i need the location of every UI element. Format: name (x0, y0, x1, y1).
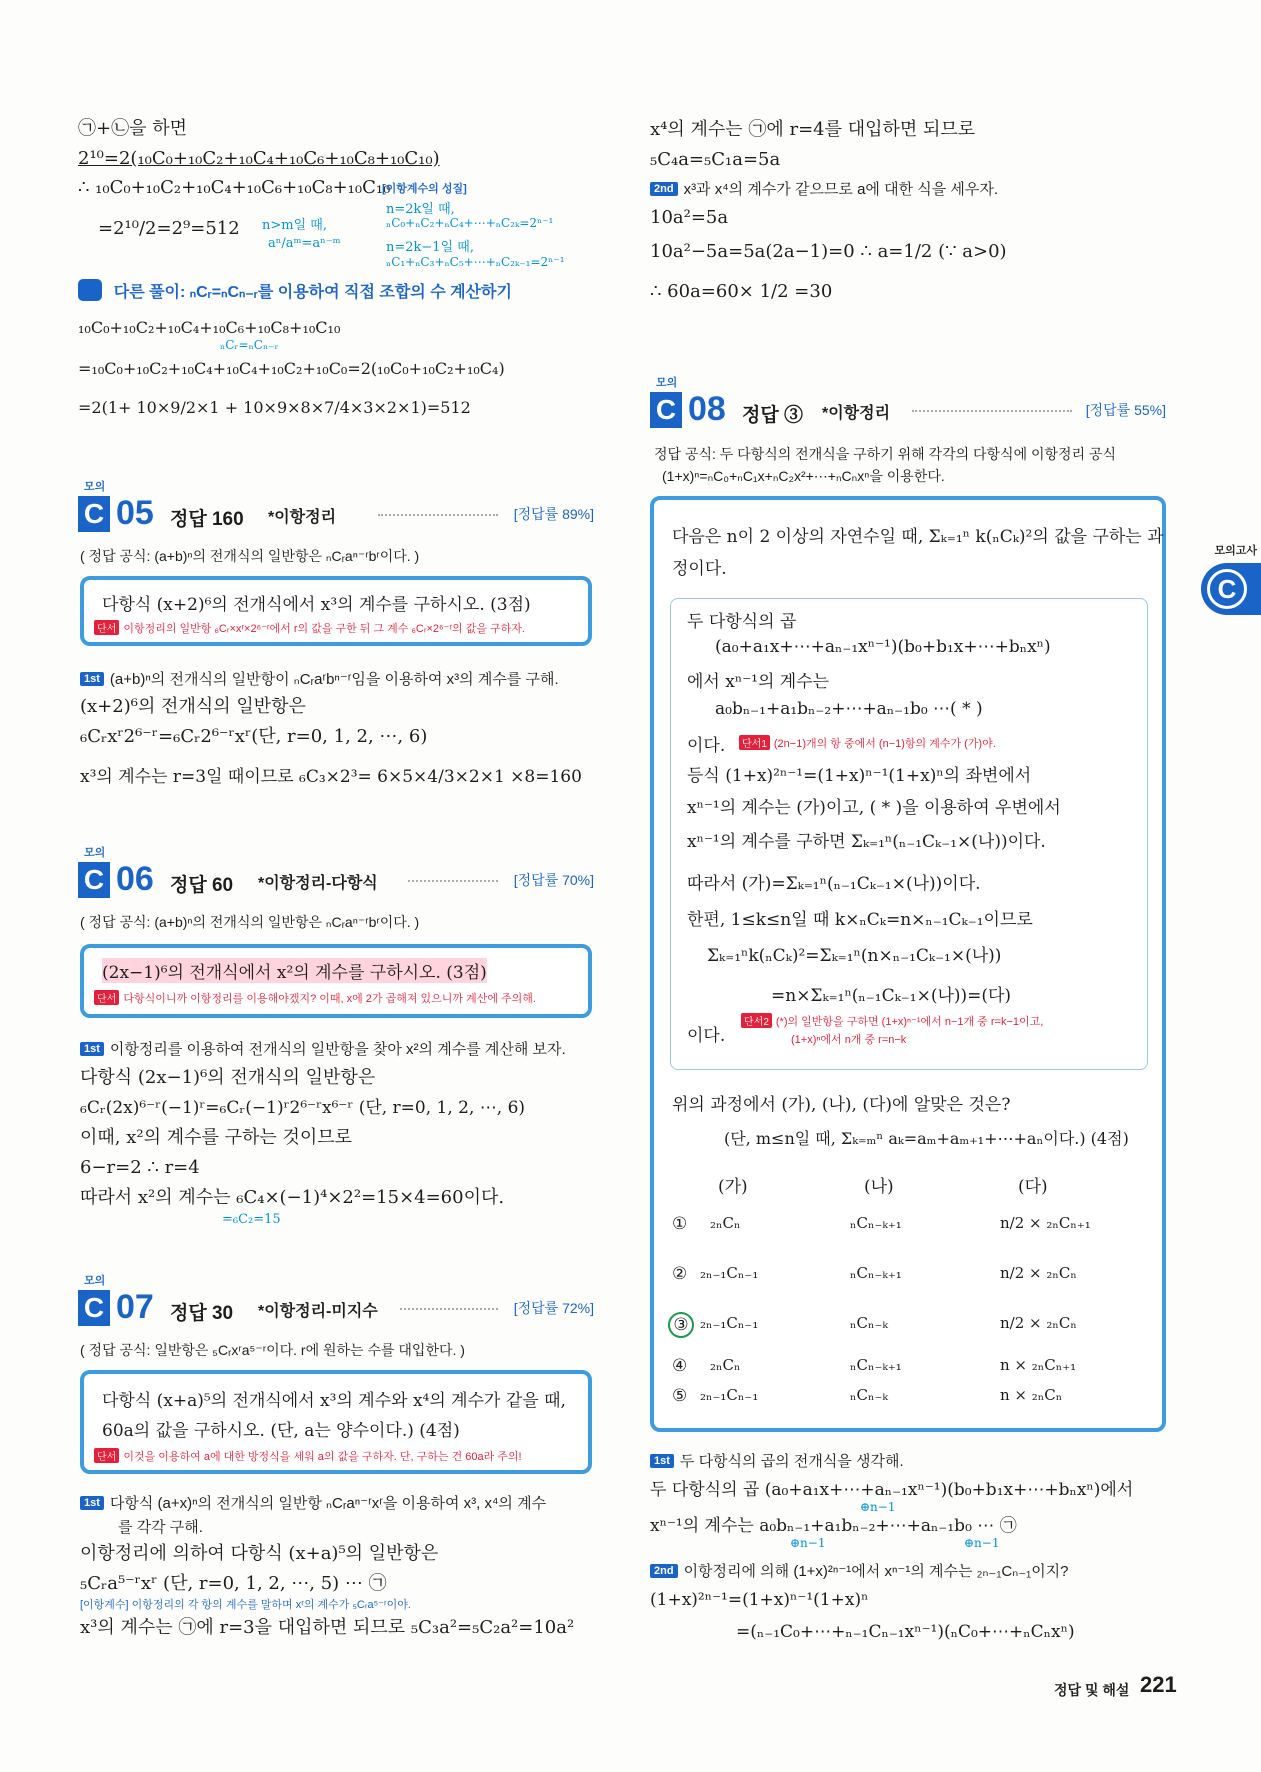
question-number: 06 (116, 860, 154, 898)
option-da: n/2 × ₂ₙCₙ (1000, 1314, 1077, 1332)
moi-label: 모의 (84, 847, 106, 859)
right-top-1: x⁴의 계수는 ㉠에 r=4를 대입하면 되므로 (650, 119, 976, 140)
q07-note: [이항계수] 이항정리의 각 항의 계수를 말하며 xʳ의 계수가 ₅Cᵣa⁵⁻ʳ이야. (80, 1599, 411, 1611)
rate-label: [정답률 70%] (513, 872, 594, 888)
option-ga: ₂ₙ₋₁Cₙ₋₁ (700, 1314, 759, 1332)
side-tab-label: 모의고사 (1214, 545, 1257, 557)
col-head-da: (다) (1018, 1177, 1048, 1197)
answer-label: 정답 ③ (742, 405, 803, 426)
dotted-leader (378, 514, 498, 516)
intro-note-5: n=2k−1일 때, (386, 240, 474, 255)
q08-proof-box (670, 598, 1148, 1070)
alt-line-1: ₁₀C₀+₁₀C₂+₁₀C₄+₁₀C₆+₁₀C₈+₁₀C₁₀ (78, 318, 341, 337)
q07-hint: 단서 이것을 이용하여 a에 대한 방정식을 세워 a의 값을 구하자. 단, 구하는 건 60a라 주의! (94, 1448, 522, 1464)
q08-sol-note-b: ⊕n−1 (790, 1536, 826, 1550)
option-da: n/2 × ₂ₙCₙ₊₁ (1000, 1214, 1091, 1232)
proof-line-1: 두 다항식의 곱 (687, 612, 797, 632)
q06-line-3: 이때, x²의 계수를 구하는 것이므로 (80, 1127, 353, 1148)
option-na: ₙCₙ₋ₖ₊₁ (850, 1264, 902, 1282)
option-mark: ① (672, 1214, 688, 1234)
side-tab-letter: C (1207, 569, 1247, 609)
intro-note-3: n=2k일 때, (386, 202, 455, 217)
q05-line-2: ₆Cᵣxʳ2⁶⁻ʳ=₆Cᵣ2⁶⁻ʳxʳ(단, r=0, 1, 2, ⋯, 6) (80, 726, 428, 747)
proof-line-4: a₀bₙ₋₁+a₁bₙ₋₂+⋯+aₙ₋₁b₀ ⋯( * ) (715, 699, 983, 719)
q05-question: 다항식 (x+2)⁶의 전개식에서 x³의 계수를 구하시오. (3점) (102, 595, 531, 615)
option-na: ₙCₙ₋ₖ (850, 1314, 888, 1332)
q05-formula: ( 정답 공식: (a+b)ⁿ의 전개식의 일반항은 ₙCᵣaⁿ⁻ʳbʳ이다. ) (80, 548, 420, 564)
q07-step1: 1st 다항식 (a+x)ⁿ의 전개식의 일반항 ₙCᵣaⁿ⁻ʳxʳ을 이용하여 x³, x⁴의 계수 (80, 1492, 546, 1513)
option-ga: ₂ₙ₋₁Cₙ₋₁ (700, 1386, 759, 1404)
q05-hint: 단서 이항정리의 일반항 ₆Cᵣ×xʳ×2⁶⁻ʳ에서 r의 값을 구한 뒤 그 계수 ₆Cᵣ×2⁶⁻ʳ의 값을 구하자. (94, 620, 525, 636)
right-top2-3: ∴ 60a=60× 1/2 =30 (650, 281, 833, 302)
question-number: 07 (116, 1288, 154, 1326)
q08-sol-note-a: ⊕n−1 (860, 1500, 896, 1514)
moi-label: 모의 (656, 377, 678, 389)
q07-question-box (80, 1370, 592, 1474)
q08-formula-2: (1+x)ⁿ=ₙC₀+ₙC₁x+ₙC₂x²+⋯+ₙCₙxⁿ을 이용한다. (662, 468, 945, 484)
question-05-header (78, 481, 594, 534)
col-head-na: (나) (864, 1177, 894, 1197)
dotted-leader (400, 1308, 498, 1310)
proof-line-10: 한편, 1≤k≤n일 때 k×ₙCₖ=n×ₙ₋₁Cₖ₋₁이므로 (687, 910, 1033, 930)
q07-question-1: 다항식 (x+a)⁵의 전개식에서 x³의 계수와 x⁴의 계수가 같을 때, (102, 1391, 566, 1411)
q07-line-1: 이항정리에 의하여 다항식 (x+a)⁵의 일반항은 (80, 1543, 439, 1564)
right-top2-2: 10a²−5a=5a(2a−1)=0 ∴ a=1/2 (∵ a>0) (650, 241, 1007, 262)
intro-note-title: [이항계수의 성질] (382, 183, 467, 195)
q05-step1: 1st (a+b)ⁿ의 전개식의 일반항이 ₙCᵣaʳbⁿ⁻ʳ임을 이용하여 x³의 계수를 구해. (80, 668, 559, 689)
col-head-ga: (가) (718, 1177, 748, 1197)
right-top2-1: 10a²=5a (650, 207, 729, 228)
proof-line-5: 이다. (687, 736, 726, 756)
topic-label: *이항정리-미지수 (258, 1303, 378, 1320)
intro-line-4: =2¹⁰/2=2⁹=512 (98, 218, 240, 239)
intro-line-1: ㉠+㉡을 하면 (78, 118, 187, 139)
proof-line-7: xⁿ⁻¹의 계수는 (가)이고, ( * )을 이용하여 우변에서 (687, 798, 1061, 818)
page-number: 221 (1140, 1672, 1177, 1697)
intro-note-6: ₙC₁+ₙC₃+ₙC₅+⋯+ₙC₂ₖ₋₁=2ⁿ⁻¹ (386, 255, 565, 269)
alt-solution-icon (78, 279, 102, 301)
dotted-leader (912, 410, 1072, 412)
answer-label: 정답 160 (170, 509, 244, 530)
intro-note-2: aⁿ/aᵐ=aⁿ⁻ᵐ (268, 236, 341, 251)
q07-step1b: 를 각각 구해. (118, 1519, 203, 1536)
proof-line-8: xⁿ⁻¹의 계수를 구하면 Σₖ₌₁ⁿ(ₙ₋₁Cₖ₋₁×(나))이다. (687, 832, 1046, 852)
q06-line-4: 6−r=2 ∴ r=4 (80, 1157, 200, 1178)
q07-line-2: ₅Cᵣa⁵⁻ʳxʳ (단, r=0, 1, 2, ⋯, 5) ⋯ ㉠ (80, 1573, 387, 1594)
q06-question-box (80, 944, 592, 1018)
proof-line-6: 등식 (1+x)²ⁿ⁻¹=(1+x)ⁿ⁻¹(1+x)ⁿ의 좌변에서 (687, 766, 1032, 786)
option-ga: ₂ₙ₋₁Cₙ₋₁ (700, 1264, 759, 1282)
option-na: ₙCₙ₋ₖ₊₁ (850, 1214, 902, 1232)
alt-line-2: ₙCᵣ=ₙCₙ₋ᵣ (220, 338, 279, 352)
moi-label: 모의 (84, 481, 106, 493)
proof-hint-1: 단서1 (2n−1)개의 항 중에서 (n−1)항의 계수가 (가)야. (739, 735, 996, 751)
q06-line-1: 다항식 (2x−1)⁶의 전개식의 일반항은 (80, 1067, 376, 1088)
alt-line-3: =₁₀C₀+₁₀C₂+₁₀C₄+₁₀C₄+₁₀C₂+₁₀C₀=2(₁₀C₀+₁₀C₂+₁₀C₄) (78, 359, 505, 378)
q05-question-box (80, 576, 592, 646)
proof-line-2: (a₀+a₁x+⋯+aₙ₋₁xⁿ⁻¹)(b₀+b₁x+⋯+bₙxⁿ) (715, 637, 1051, 657)
option-ga: ₂ₙCₙ (710, 1214, 741, 1232)
proof-hint-2: 단서2 (*)의 일반항을 구하면 (1+x)ⁿ⁻¹에서 n−1개 중 r=k−1이고, (741, 1013, 1043, 1029)
q06-question: (2x−1)⁶의 전개식에서 x²의 계수를 구하시오. (3점) (102, 958, 487, 983)
q05-line-1: (x+2)⁶의 전개식의 일반항은 (80, 696, 306, 717)
alt-solution-title: 다른 풀이: ₙCᵣ=ₙCₙ₋ᵣ를 이용하여 직접 조합의 수 계산하기 (113, 284, 512, 301)
q08-ask-1: 위의 과정에서 (가), (나), (다)에 알맞은 것은? (672, 1095, 1011, 1115)
rate-label: [정답률 55%] (1085, 402, 1166, 418)
section-c-badge: C (78, 1290, 110, 1326)
proof-line-12: =n×Σₖ₌₁ⁿ(ₙ₋₁Cₖ₋₁×(나))=(다) (771, 986, 1012, 1006)
section-c-badge: C (78, 862, 110, 898)
q08-step1: 1st 두 다항식의 곱의 전개식을 생각해. (650, 1450, 904, 1471)
q06-formula: ( 정답 공식: (a+b)ⁿ의 전개식의 일반항은 ₙCᵣaⁿ⁻ʳbʳ이다. ) (80, 914, 420, 930)
right-step2: 2nd x³과 x⁴의 계수가 같으므로 a에 대한 식을 세우자. (650, 178, 998, 199)
q07-formula: ( 정답 공식: 일반항은 ₅Cᵣxʳa⁵⁻ʳ이다. r에 원하는 수를 대입한다. ) (80, 1342, 465, 1358)
proof-line-9: 따라서 (가)=Σₖ₌₁ⁿ(ₙ₋₁Cₖ₋₁×(나))이다. (687, 874, 981, 894)
intro-line-2: 2¹⁰=2(₁₀C₀+₁₀C₂+₁₀C₄+₁₀C₆+₁₀C₈+₁₀C₁₀) (78, 148, 440, 169)
q08-sol-note-c: ⊕n−1 (964, 1536, 1000, 1550)
q05-line-3: x³의 계수는 r=3일 때이므로 ₆C₃×2³= 6×5×4/3×2×1 ×8=160 (80, 767, 582, 787)
q08-sol-2: xⁿ⁻¹의 계수는 a₀bₙ₋₁+a₁bₙ₋₂+⋯+aₙ₋₁b₀ ⋯ ㉠ (650, 1516, 1017, 1536)
q06-line-2: ₆Cᵣ(2x)⁶⁻ʳ(−1)ʳ=₆Cᵣ(−1)ʳ2⁶⁻ʳx⁶⁻ʳ (단, r=0, 1, 2, ⋯, 6) (80, 1098, 526, 1118)
option-mark: ④ (672, 1356, 688, 1376)
q08-intro-2: 정이다. (672, 559, 727, 579)
q08-sol-3: (1+x)²ⁿ⁻¹=(1+x)ⁿ⁻¹(1+x)ⁿ (650, 1590, 869, 1610)
q07-question-2: 60a의 값을 구하시오. (단, a는 양수이다.) (4점) (102, 1421, 460, 1441)
topic-label: *이항정리 (822, 405, 891, 422)
answer-label: 정답 30 (170, 1303, 234, 1324)
q08-question-box (650, 496, 1166, 1432)
footer-label: 정답 및 해설 (1054, 1682, 1130, 1698)
proof-hint-2b: (1+x)ⁿ에서 n개 중 r=n−k (791, 1034, 907, 1046)
option-na: ₙCₙ₋ₖ (850, 1386, 888, 1404)
intro-note-1: n>m일 때, (262, 218, 327, 233)
topic-label: *이항정리-다항식 (258, 875, 378, 892)
option-na: ₙCₙ₋ₖ₊₁ (850, 1356, 902, 1374)
question-number: 05 (116, 494, 154, 532)
alt-solution-header (78, 279, 512, 302)
proof-line-11: Σₖ₌₁ⁿk(ₙCₖ)²=Σₖ₌₁ⁿ(n×ₙ₋₁Cₖ₋₁×(나)) (707, 946, 1002, 966)
question-06-header (78, 847, 594, 900)
q08-sol-1: 두 다항식의 곱 (a₀+a₁x+⋯+aₙ₋₁xⁿ⁻¹)(b₀+b₁x+⋯+bₙxⁿ)에서 (650, 1480, 1134, 1500)
side-tab[interactable] (1201, 563, 1261, 615)
section-c-badge: C (650, 392, 682, 428)
q06-hint: 단서 다항식이니까 이항정리를 이용해야겠지? 이때, x에 2가 곱해져 있으니까 계산에 주의해. (94, 990, 536, 1006)
rate-label: [정답률 72%] (513, 1300, 594, 1316)
q08-sol-4: =(ₙ₋₁C₀+⋯+ₙ₋₁Cₙ₋₁xⁿ⁻¹)(ₙC₀+⋯+ₙCₙxⁿ) (736, 1622, 1075, 1642)
dotted-leader (408, 880, 498, 882)
option-mark: ③ (668, 1312, 694, 1338)
intro-line-3: ∴ ₁₀C₀+₁₀C₂+₁₀C₄+₁₀C₆+₁₀C₈+₁₀C₁₀ (78, 177, 391, 198)
topic-label: *이항정리 (268, 509, 337, 526)
q07-last: x³의 계수는 ㉠에 r=3을 대입하면 되므로 ₅C₃a²=₅C₂a²=10a² (80, 1617, 575, 1638)
question-07-header (78, 1275, 594, 1328)
proof-line-13: 이다. (687, 1026, 726, 1046)
q06-note: =₆C₂=15 (222, 1212, 281, 1227)
alt-line-4: =2(1+ 10×9/2×1 + 10×9×8×7/4×3×2×1)=512 (78, 398, 471, 417)
option-da: n × ₂ₙCₙ₊₁ (1000, 1356, 1077, 1374)
q06-step1: 1st 이항정리를 이용하여 전개식의 일반항을 찾아 x²의 계수를 계산해 보자. (80, 1038, 566, 1059)
q08-intro-1: 다음은 n이 2 이상의 자연수일 때, Σₖ₌₁ⁿ k(ₙCₖ)²의 값을 구하는 과 (672, 527, 1164, 547)
q08-ask-2: (단, m≤n일 때, Σₖ₌ₘⁿ aₖ=aₘ+aₘ₊₁+⋯+aₙ이다.) (4점) (724, 1129, 1129, 1148)
option-mark: ⑤ (672, 1386, 688, 1406)
right-top-2: ₅C₄a=₅C₁a=5a (650, 149, 781, 170)
proof-line-3: 에서 xⁿ⁻¹의 계수는 (687, 672, 830, 692)
answer-label: 정답 60 (170, 875, 234, 896)
intro-note-4: ₙC₀+ₙC₂+ₙC₄+⋯+ₙC₂ₖ=2ⁿ⁻¹ (386, 216, 554, 230)
option-ga: ₂ₙCₙ (710, 1356, 741, 1374)
moi-label: 모의 (84, 1275, 106, 1287)
question-08-header (650, 377, 1166, 430)
option-mark: ② (672, 1264, 688, 1284)
option-da: n/2 × ₂ₙCₙ (1000, 1264, 1077, 1282)
option-da: n × ₂ₙCₙ (1000, 1386, 1063, 1404)
q08-formula-1: 정답 공식: 두 다항식의 전개식을 구하기 위해 각각의 다항식에 이항정리 공식 (654, 446, 1117, 462)
question-number: 08 (688, 390, 726, 428)
q08-step2: 2nd 이항정리에 의해 (1+x)²ⁿ⁻¹에서 xⁿ⁻¹의 계수는 ₂ₙ₋₁Cₙ₋₁이지? (650, 1560, 1069, 1581)
q06-line-5: 따라서 x²의 계수는 ₆C₄×(−1)⁴×2²=15×4=60이다. (80, 1187, 505, 1208)
rate-label: [정답률 89%] (513, 506, 594, 522)
section-c-badge: C (78, 496, 110, 532)
